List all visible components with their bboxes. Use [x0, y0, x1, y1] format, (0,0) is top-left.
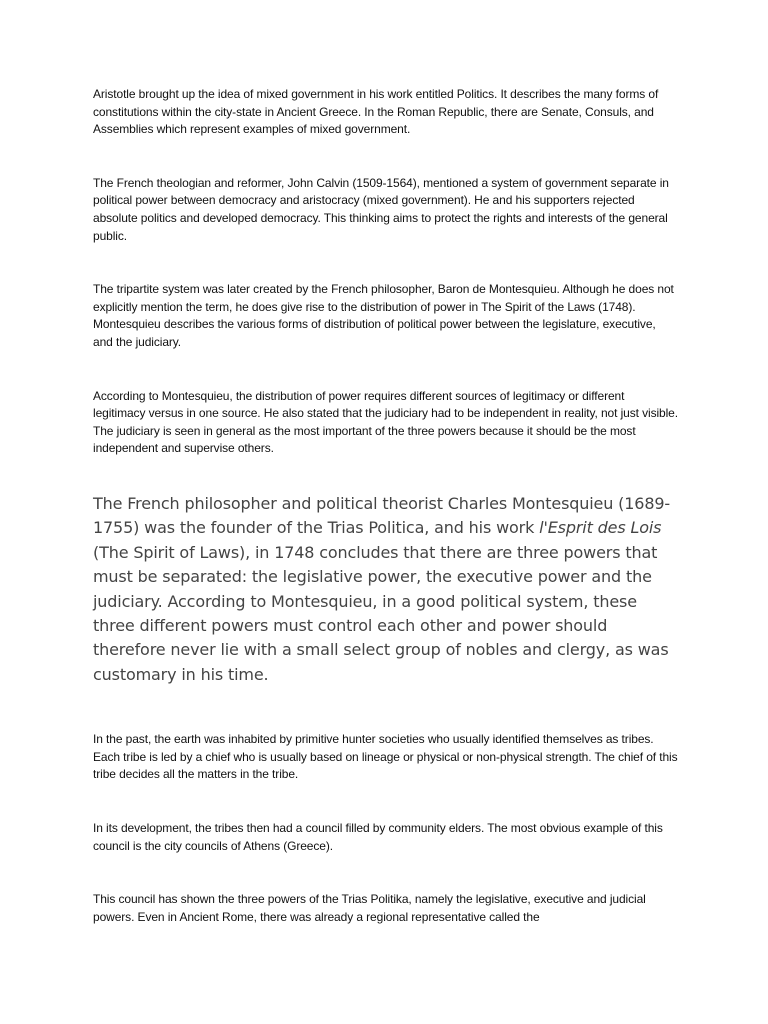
quote-text-end: (The Spirit of Laws), in 1748 concludes that there are three powers that must be separated: the legislative power, the executive power and the judiciary. According to Montesquieu, in a good political system, these three different powers must control each other and power should therefore never lie with a small select group of nobles and clergy, as was customary in his time.: [93, 542, 669, 684]
paragraph-tribes: In the past, the earth was inhabited by primitive hunter societies who usually identified themselves as tribes. Each tribe is led by a chief who is usually based on lineage or physical or non-physical strength. The chief of this tribe decides all the matters in the tribe.: [93, 732, 678, 782]
paragraph-trias-politika: This council has shown the three powers of the Trias Politika, namely the legislative, executive and judicial powers. Even in Ancient Rome, there was already a regional representative called the: [93, 892, 646, 924]
paragraph-tripartite: The tripartite system was later created by the French philosopher, Baron de Montesquieu. Although he does not explicitly mention the term, he does give rise to the distribution of power in The Spirit of the Laws (1748). Montesquieu describes the various forms of distribution of political power between the legislature, executive, and the judiciary.: [93, 282, 674, 349]
book-title-italic: l'Esprit des Lois: [539, 518, 662, 538]
paragraph-council: In its development, the tribes then had a council filled by community elders. The most obvious example of this council is the city councils of Athens (Greece).: [93, 820, 663, 853]
paragraph-aristotle: Aristotle brought up the idea of mixed government in his work entitled Politics. It describes the many forms of constitutions within the city-state in Ancient Greece. In the Roman Republic, there are Senate, Consuls, and Assemblies which represent examples of mixed government.: [93, 87, 659, 137]
quote-text-start: The French philosopher and political theorist Charles Montesquieu (1689-1755) was the founder of the Trias Politica, and his work: [93, 493, 671, 538]
paragraph-distribution-of-power: According to Montesquieu, the distribution of power requires different sources of legitimacy or different legitimacy versus in one source. He also stated that the judiciary had to be independent in reality, not just visible. The judiciary is seen in general as the most important of the three powers because it should be the most independent and supervise others.: [93, 388, 678, 456]
paragraph-calvin: The French theologian and reformer, John Calvin (1509-1564), mentioned a system of government separate in political power between democracy and aristocracy (mixed government). He and his supporters rejected absolute politics and developed democracy. This thinking aims to protect the rights and interests of the general public.: [93, 175, 669, 243]
paragraph-montesquieu-quote: [93, 492, 678, 687]
document-page: [93, 86, 678, 926]
